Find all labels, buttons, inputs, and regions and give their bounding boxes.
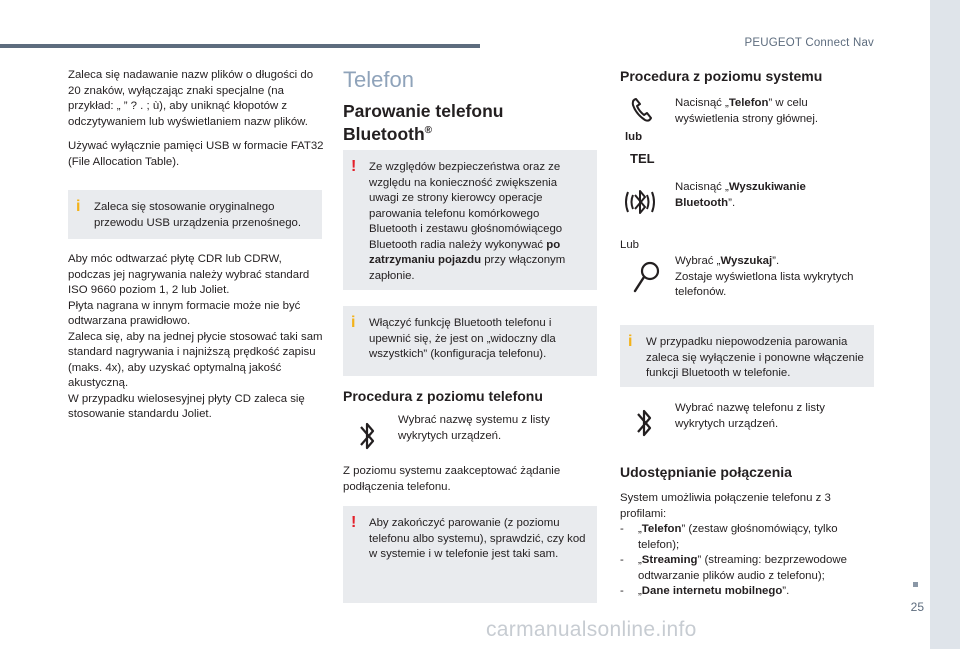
- bluetooth-icon: [356, 417, 378, 455]
- warning-icon: !: [351, 514, 357, 531]
- list-item: - „Dane internetu mobilnego”.: [620, 585, 790, 597]
- phone-step-1: Wybrać nazwę systemu z listy wykrytych urządzeń.: [398, 414, 550, 442]
- info-icon: i: [76, 198, 81, 215]
- subsection-title: Parowanie telefonu Bluetooth®: [343, 101, 504, 144]
- section-title: Telefon: [343, 67, 414, 92]
- sharing-intro: System umożliwia połączenie telefonu z 3 profilami:: [620, 492, 831, 520]
- bluetooth-icon: [633, 404, 655, 442]
- watermark: carmanualsonline.info: [486, 618, 697, 641]
- col1-paragraph-1: Zaleca się nadawanie nazw plików o długości do 20 znaków, wyłączając znaki specjalne (na przykład: „ ” ? . ; ù), aby uniknąć kłopotów z odczytywaniem lub wyświetlaniem nazw plików.: [68, 69, 314, 128]
- system-procedure-title: Procedura z poziomu systemu: [620, 68, 823, 84]
- warning-note-safety: ! Ze względów bezpieczeństwa oraz ze względu na konieczność zwiększenia uwagi ze strony kierowcy operacje parowania telefonu komórkowego Bluetooth i zestawu głośnomówiącego Bluetooth radia należy wykonywać po zatrzymaniu pojazdu przy włączonym zapłonie.: [343, 150, 597, 290]
- col1-paragraph-2: Używać wyłącznie pamięci USB w formacie FAT32 (File Allocation Table).: [68, 140, 324, 168]
- warning-note-code: ! Aby zakończyć parowanie (z poziomu telefonu albo systemu), sprawdzić, czy kod w systemie i w telefonie jest taki sam.: [343, 506, 597, 603]
- header-bar: [0, 44, 480, 48]
- or-label: lub: [625, 131, 643, 143]
- col1-paragraph-cd: Aby móc odtwarzać płytę CDR lub CDRW, podczas jej nagrywania należy wybrać standard ISO 9660 poziom 1, 2 lub Joliet. Płyta nagrana w innym formacie może nie być odtwarzana prawidłowo. Zaleca się, aby na jednej płycie stosować taki sam standard nagrywania i najniższą prędkość zapisu (maks. 4x), aby uzyskać optymalną jakość akustyczną. W przypadku wielosesyjnej płyty CD zaleca się stosowanie standardu Joliet.: [68, 253, 323, 420]
- system-step-4: Wybrać nazwę telefonu z listy wykrytych urządzeń.: [675, 402, 825, 430]
- side-strip: [930, 0, 960, 649]
- info-icon: i: [628, 333, 633, 350]
- or-label-2: Lub: [620, 239, 640, 251]
- header-title: PEUGEOT Connect Nav: [744, 37, 874, 49]
- page-marker: [913, 582, 918, 587]
- tel-button-label: TEL: [630, 151, 655, 166]
- phone-procedure-title: Procedura z poziomu telefonu: [343, 388, 543, 404]
- info-note-failure: i W przypadku niepowodzenia parowania zaleca się wyłączenie i ponowne włączenie funkcji Bluetooth w telefonie.: [620, 325, 874, 387]
- profile-list: [620, 522, 870, 600]
- col2-paragraph-accept: Z poziomu systemu zaakceptować żądanie podłączenia telefonu.: [343, 465, 561, 493]
- system-step-3: Wybrać „Wyszukaj”. Zostaje wyświetlona lista wykrytych telefonów.: [675, 255, 854, 298]
- list-item: - „Streaming” (streaming: bezprzewodowe odtwarzanie plików audio z telefonu);: [620, 554, 847, 582]
- system-step-2: Nacisnąć „Wyszukiwanie Bluetooth”.: [675, 181, 806, 209]
- info-note-bluetooth: i Włączyć funkcję Bluetooth telefonu i upewnić się, że jest on „widoczny dla wszystkich” (konfiguracja telefonu).: [343, 306, 597, 376]
- phone-icon: [630, 96, 654, 124]
- system-step-1: Nacisnąć „Telefon” w celu wyświetlenia strony głównej.: [675, 97, 819, 125]
- page-number: 25: [910, 600, 924, 614]
- list-item: - „Telefon” (zestaw głośnomówiący, tylko telefon);: [620, 523, 838, 551]
- magnifier-icon: [632, 258, 662, 296]
- info-icon: i: [351, 314, 356, 331]
- sharing-title: Udostępnianie połączenia: [620, 464, 792, 480]
- info-note-usb: i Zaleca się stosowanie oryginalnego przewodu USB urządzenia przenośnego.: [68, 190, 322, 239]
- warning-icon: !: [351, 158, 357, 175]
- bluetooth-search-icon: [618, 180, 662, 224]
